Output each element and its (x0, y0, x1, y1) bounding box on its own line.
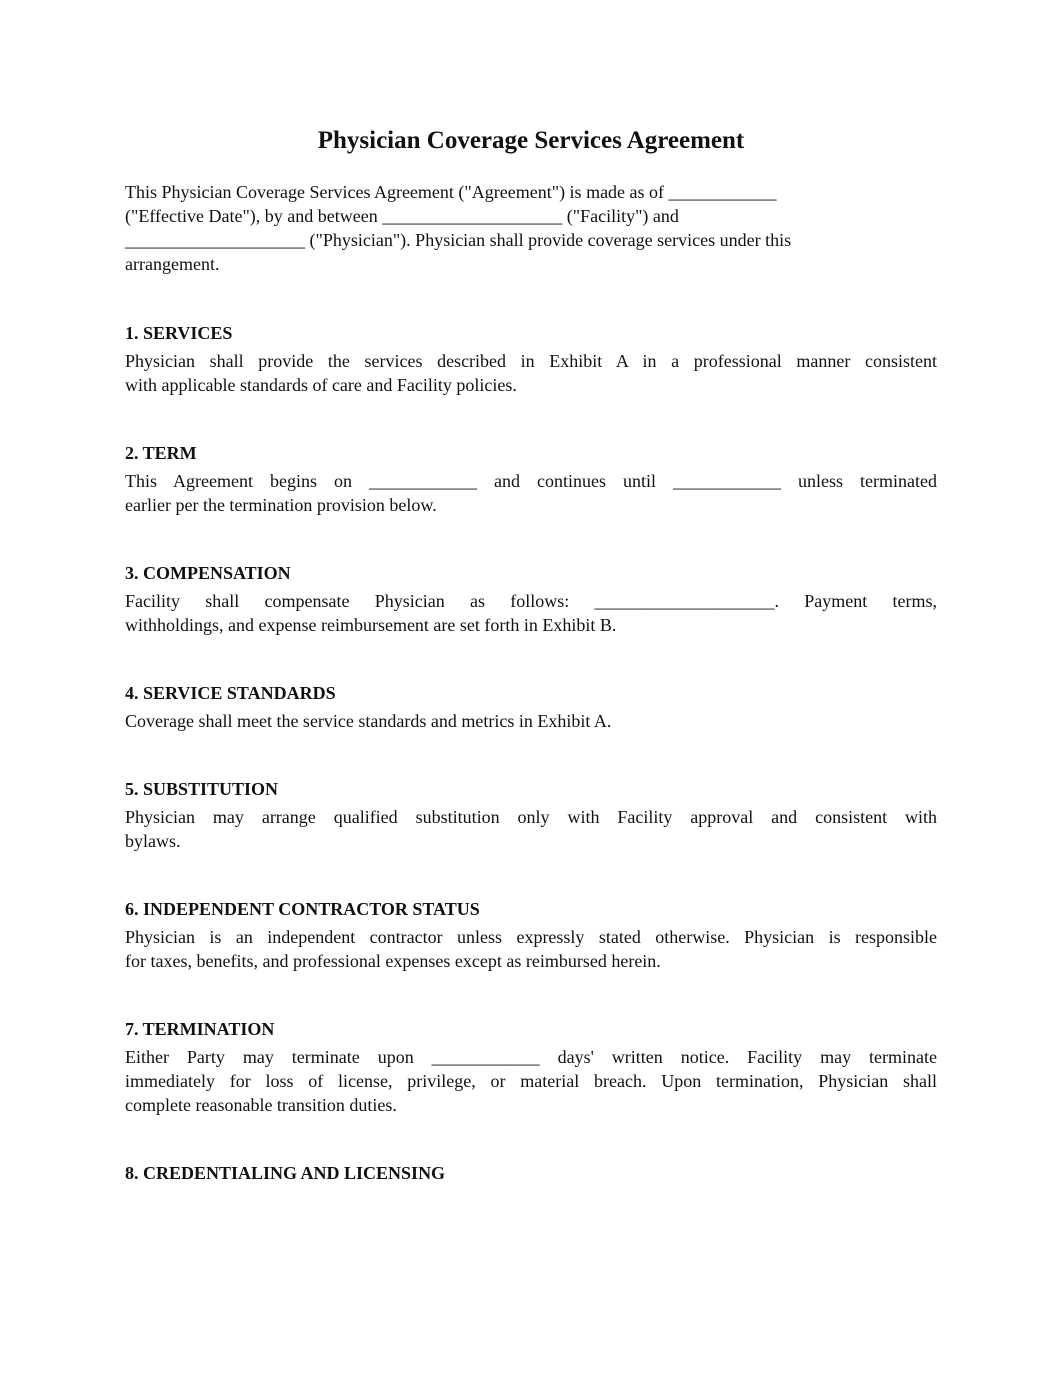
body-line: immediately for loss of license, privilege, or material breach. Upon termination, Physician shall (125, 1071, 937, 1091)
body-line: with applicable standards of care and Facility policies. (125, 375, 517, 395)
body-line: Physician is an independent contractor unless expressly stated otherwise. Physician is responsible (125, 927, 937, 947)
intro-line: ____________________ ("Physician"). Physician shall provide coverage services under this (125, 230, 792, 250)
body-line: complete reasonable transition duties. (125, 1095, 397, 1115)
section-body-substitution (125, 805, 937, 853)
section-body-compensation (125, 589, 937, 637)
section-heading-termination: 7. TERMINATION (125, 1019, 275, 1039)
section-heading-independent-contractor: 6. INDEPENDENT CONTRACTOR STATUS (125, 899, 480, 919)
body-line: Either Party may terminate upon ____________ days' written notice. Facility may terminate (125, 1047, 937, 1067)
section-heading-services: 1. SERVICES (125, 323, 233, 343)
body-line: withholdings, and expense reimbursement are set forth in Exhibit B. (125, 615, 617, 635)
section-body-term (125, 469, 937, 517)
body-line: earlier per the termination provision below. (125, 495, 437, 515)
section-heading-term: 2. TERM (125, 443, 197, 463)
body-line: This Agreement begins on ____________ and continues until ____________ unless terminated (125, 471, 937, 491)
body-line: Coverage shall meet the service standards and metrics in Exhibit A. (125, 711, 612, 731)
body-line: for taxes, benefits, and professional expenses except as reimbursed herein. (125, 951, 661, 971)
body-line: Physician may arrange qualified substitution only with Facility approval and consistent with (125, 807, 937, 827)
intro-line: This Physician Coverage Services Agreement ("Agreement") is made as of ____________ (125, 182, 777, 202)
document-title: Physician Coverage Services Agreement (317, 127, 745, 154)
body-line: bylaws. (125, 831, 181, 851)
section-body-independent-contractor (125, 925, 937, 973)
intro-paragraph (125, 180, 937, 276)
section-heading-compensation: 3. COMPENSATION (125, 563, 291, 583)
section-body-services (125, 349, 937, 397)
section-heading-credentialing: 8. CREDENTIALING AND LICENSING (125, 1163, 446, 1183)
section-heading-substitution: 5. SUBSTITUTION (125, 779, 279, 799)
intro-line: ("Effective Date"), by and between ____________________ ("Facility") and (125, 206, 679, 226)
intro-line: arrangement. (125, 254, 220, 274)
body-line: Physician shall provide the services described in Exhibit A in a professional manner consistent (125, 351, 937, 371)
section-body-service-standards (125, 709, 937, 733)
section-body-termination (125, 1045, 937, 1117)
section-heading-service-standards: 4. SERVICE STANDARDS (125, 683, 336, 703)
body-line: Facility shall compensate Physician as follows: ____________________. Payment terms, (125, 591, 937, 611)
